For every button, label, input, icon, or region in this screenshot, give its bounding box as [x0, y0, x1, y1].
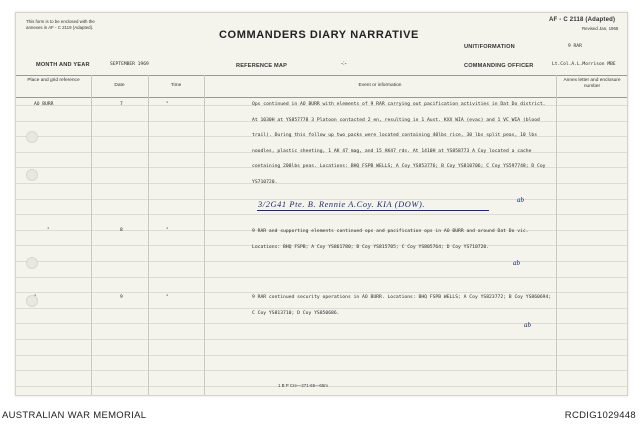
record-id: RCDIG1029448 — [564, 410, 636, 421]
entry-date: 7 — [120, 102, 123, 107]
handwritten-underline — [257, 210, 489, 211]
revised-date: Revised Jan, 1965 — [582, 26, 619, 31]
punch-hole — [26, 169, 38, 181]
entry-place: " — [47, 228, 50, 233]
officer-label: COMMANDING OFFICER — [464, 63, 534, 69]
entry-text: 9 RAR continued security operations in AO BURR. Locations: BHQ FSPB WELLS; A Coy YS823772; B Coy YS860694; C Coy YS813710; D Coy YS850686. — [252, 295, 552, 316]
unit-label: UNIT/FORMATION — [464, 44, 515, 50]
entry-text: Ops continued in AO BURR with elements of 9 RAR carrying out pacification activities in Dat Do district. At 1030H at YS857778 3 Platoon contacted 2 en, resulting in 1 Aust. KXX WIA (evac) and 1 VC WIA (blood trail). During this follow up two packs were located containing 40lbs rice, 30 lbs split peas, 10 lbs noodles, plastic sheeting, 1 AK 47 mag, and 15 AK47 rds. At 1410H at YS858773 A Coy located a cache containing 200lbs peas. Locations: BHQ FSPB WELLS; A Coy YS853776; B Coy YS810706; C Coy YS597748; D Coy YS710720. — [252, 102, 546, 185]
column-header-place: Place and grid reference — [27, 78, 80, 83]
officer-value: Lt.Col.A.L.Morrison MBE — [552, 62, 616, 67]
enclosure-note-line-2: annexes in AF - C 2119 (Adapted). — [26, 25, 94, 30]
ruled-line — [16, 339, 627, 340]
handwritten-casualty-note: 3/2G41 Pte. B. Rennie A.Coy. KIA (DOW). — [258, 200, 426, 209]
ruled-line — [16, 277, 627, 278]
ruled-line — [16, 370, 627, 371]
initials-mark: ab — [513, 259, 520, 267]
ruled-line — [16, 261, 627, 262]
archive-credit: AUSTRALIAN WAR MEMORIAL — [2, 410, 147, 421]
entry-time: " — [166, 228, 169, 233]
column-divider — [148, 75, 149, 395]
page-title: COMMANDERS DIARY NARRATIVE — [219, 29, 419, 41]
initials-mark: ab — [524, 321, 531, 329]
entry-time: " — [166, 295, 169, 300]
month-label: MONTH AND YEAR — [36, 62, 90, 68]
entry-place: AO BURR — [34, 102, 54, 107]
entry-time: " — [166, 102, 169, 107]
punch-hole — [26, 257, 38, 269]
column-header-time: Time — [170, 83, 182, 88]
reference-value: -:- — [341, 61, 347, 67]
column-header-date: Date — [114, 83, 125, 88]
diary-page — [15, 12, 628, 396]
entry-date: 9 — [120, 295, 123, 300]
entry-date: 8 — [120, 228, 123, 233]
column-divider — [204, 75, 205, 395]
column-header-event: Event or information — [358, 83, 402, 88]
form-number: AF - C 2118 (Adapted) — [549, 17, 616, 23]
column-header-annex: Annex letter and enclosure number — [563, 78, 621, 89]
entry-place: " — [34, 295, 37, 300]
month-value: SEPTEMBER 1969 — [110, 62, 149, 67]
punch-hole — [26, 131, 38, 143]
print-code: 1 B P Cre—271-65—65m — [278, 383, 328, 388]
reference-label: REFERENCE MAP — [236, 63, 288, 69]
initials-mark: ab — [517, 196, 524, 204]
table-top-rule — [16, 75, 627, 76]
entry-text: 9 RAR and supporting elements continued ops and pacification ops in AO BURR and around Dat Do vic. Locations: BHQ FSPB; A Coy YS861780; B Coy YS815705; C Coy YS805764; D Coy YS710720. — [252, 229, 529, 250]
column-divider — [556, 75, 557, 395]
ruled-line — [16, 355, 627, 356]
column-divider — [91, 75, 92, 395]
ruled-line — [16, 214, 627, 215]
ruled-line — [16, 323, 627, 324]
enclosure-note-line-1: This form is to be enclosed with the — [26, 19, 95, 24]
unit-value: 9 RAR — [568, 44, 582, 49]
